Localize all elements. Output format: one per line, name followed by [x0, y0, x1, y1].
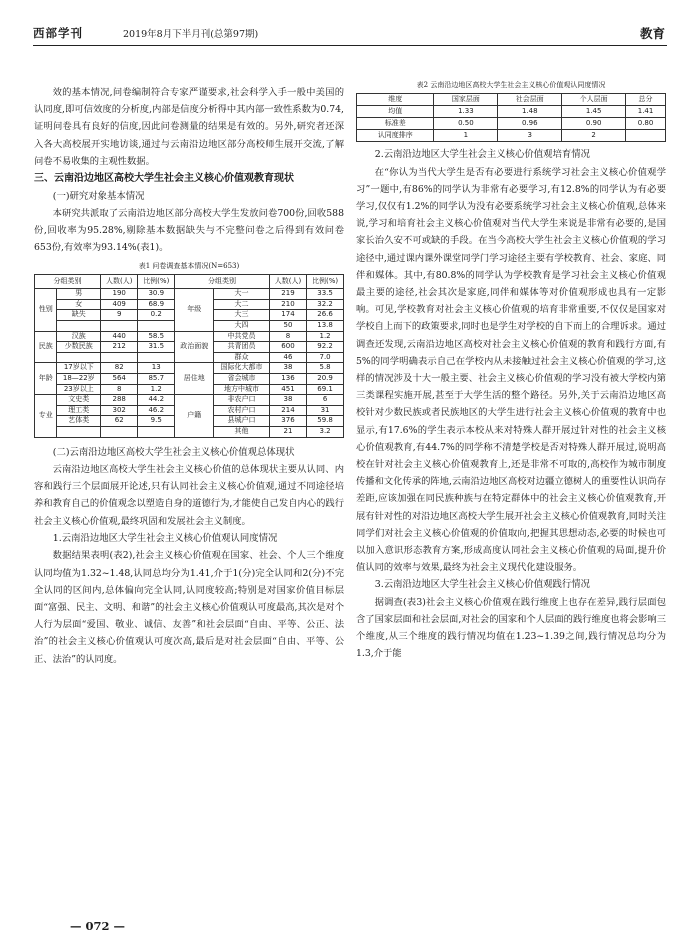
table-cell: 82: [101, 363, 138, 374]
table-cell: 年龄: [35, 363, 57, 395]
table1: [34, 274, 344, 438]
table-cell: 8: [101, 384, 138, 395]
table-cell: 大二: [214, 299, 270, 310]
table-cell: 5.8: [307, 363, 344, 374]
table-cell: 大一: [214, 289, 270, 300]
page-header: [33, 20, 667, 46]
table-cell: 68.9: [138, 299, 175, 310]
table-header-cell: 总分: [626, 94, 666, 106]
table-cell: 非农户口: [214, 395, 270, 406]
table-cell: 大三: [214, 310, 270, 321]
table-cell: [101, 426, 138, 437]
issue-info: 2019年8月下半月刊(总第97期): [123, 29, 259, 40]
table-row: [357, 118, 666, 130]
table-cell: 地方中城市: [214, 384, 270, 395]
table-cell: 18—22岁: [57, 373, 101, 384]
table-cell: 214: [269, 405, 306, 416]
paragraph: 据调查(表3)社会主义核心价值观在践行维度上也存在差异,践行层面包含了国家层面和社会层面,对社会的国家和个人层面的践行维度也将会影响三个维度,从三个维度的践行情况均值在1.23~1.39之间,践行情况总均分为1.3,介于能: [356, 596, 666, 660]
table-cell: 中共党员: [214, 331, 270, 342]
table-cell: 性别: [35, 289, 57, 331]
table-cell: [101, 321, 138, 332]
table2-body: [357, 106, 666, 142]
table-cell: 210: [269, 299, 306, 310]
table-header-row: [35, 274, 344, 289]
table-cell: 户籍: [175, 395, 214, 437]
table-cell: [57, 321, 101, 332]
table-cell: 58.5: [138, 331, 175, 342]
section-heading: 三、云南沿边地区高校大学生社会主义核心价值观教育现状: [34, 173, 294, 185]
table-cell: 1.33: [434, 106, 498, 118]
table-header-cell: 比例(%): [138, 274, 175, 289]
table-cell: 38: [269, 363, 306, 374]
table-cell: 群众: [214, 352, 270, 363]
table-cell: [101, 352, 138, 363]
table-cell: [626, 130, 666, 142]
left-column: [34, 84, 344, 668]
table-row: [357, 106, 666, 118]
table-cell: 其他: [214, 426, 270, 437]
table-cell: 9: [101, 310, 138, 321]
table-cell: 8: [269, 331, 306, 342]
table-cell: 均值: [357, 106, 434, 118]
table-cell: 标准差: [357, 118, 434, 130]
table-cell: 年级: [175, 289, 214, 331]
table-header-cell: 国家层面: [434, 94, 498, 106]
table-cell: 288: [101, 395, 138, 406]
table-cell: 9.5: [138, 416, 175, 427]
table-cell: 大四: [214, 321, 270, 332]
table-cell: 1.2: [138, 384, 175, 395]
table-header-cell: 人数(人): [269, 274, 306, 289]
page-number: — 072 —: [70, 919, 126, 933]
table-cell: 理工类: [57, 405, 101, 416]
table-cell: 男: [57, 289, 101, 300]
paragraph: 数据结果表明(表2),社会主义核心价值观在国家、社会、个人三个维度认同均值为1.32~1.48,认同总均分为1.41,介于1(分)完全认同和2(分)不完全认同的区间内,总体偏向完全认同,认同度较高;特别是对国家价值目标层面“富强、民主、文明、和谐”的社会主义核心价值观认可度最高,其次是对个人行为层面“爱国、敬业、诚信、友善”和社会层面“自由、平等、公正、法治”的社会主义核心价值观认可度次高,最后是对社会层面“自由、平等、公正、法治”的认同度。: [34, 550, 344, 665]
table-cell: 3.2: [307, 426, 344, 437]
table-cell: 17岁以下: [57, 363, 101, 374]
table-cell: 1.48: [498, 106, 562, 118]
table-cell: [57, 352, 101, 363]
subsection-heading: 1.云南沿边地区大学生社会主义核心价值观认同度情况: [52, 532, 278, 544]
table-cell: 212: [101, 342, 138, 353]
table-cell: 0.90: [562, 118, 626, 130]
table-cell: 440: [101, 331, 138, 342]
table-cell: 564: [101, 373, 138, 384]
table-row: [35, 395, 344, 406]
table-cell: 0.96: [498, 118, 562, 130]
table-cell: 46: [269, 352, 306, 363]
table-cell: 62: [101, 416, 138, 427]
table-cell: 59.8: [307, 416, 344, 427]
table-cell: 共青团员: [214, 342, 270, 353]
table2-caption: 表2 云南沿边地区高校大学生社会主义核心价值观认同度情况: [416, 81, 606, 89]
table-cell: [138, 426, 175, 437]
table-cell: 民族: [35, 331, 57, 363]
table-cell: 30.9: [138, 289, 175, 300]
table-cell: 13.8: [307, 321, 344, 332]
table-row: [35, 289, 344, 300]
table-cell: 缺失: [57, 310, 101, 321]
table-cell: 85.7: [138, 373, 175, 384]
table-cell: 少数民族: [57, 342, 101, 353]
table-cell: 69.1: [307, 384, 344, 395]
table-cell: 600: [269, 342, 306, 353]
journal-name: 西部学刊: [33, 26, 83, 40]
table-header-cell: 分组类别: [175, 274, 270, 289]
table-cell: [138, 321, 175, 332]
table-cell: 女: [57, 299, 101, 310]
table-cell: 13: [138, 363, 175, 374]
table-cell: 1.45: [562, 106, 626, 118]
table-header-cell: 社会层面: [498, 94, 562, 106]
table-cell: 50: [269, 321, 306, 332]
table-cell: 居住地: [175, 363, 214, 395]
table-cell: 136: [269, 373, 306, 384]
header-rule: [33, 45, 667, 46]
paragraph: 本研究共派取了云南沿边地区部分高校大学生发放问卷700份,回收588份,回收率为95.28%,剔除基本数据缺失与不完整问卷之后得到有效问卷653份,有效率为93.14%(表1)。: [34, 208, 344, 254]
table-cell: 汉族: [57, 331, 101, 342]
table-cell: 政治面貌: [175, 331, 214, 363]
table-cell: 0.80: [626, 118, 666, 130]
right-column: [356, 76, 666, 663]
table2: [356, 93, 666, 142]
subsection-heading: 3.云南沿边地区大学生社会主义核心价值观践行情况: [374, 579, 590, 591]
table-row: [35, 363, 344, 374]
table-cell: 艺体类: [57, 416, 101, 427]
table-cell: [57, 426, 101, 437]
paragraph: 云南沿边地区高校大学生社会主义核心价值的总体现状主要从认同、内容和践行三个层面展开论述,只有认同社会主义核心价值观,通过不同途径培养和教育自己的价值观念以塑造自身的道德行为,才能使自己发自内心的践行社会主义核心价值观,最终巩固和发展社会主义制度。: [34, 464, 344, 527]
table-cell: 376: [269, 416, 306, 427]
table-cell: 国际化大都市: [214, 363, 270, 374]
table-cell: 31.5: [138, 342, 175, 353]
table-cell: 38: [269, 395, 306, 406]
table1-caption: 表1 问卷调查基本情况(N=653): [138, 261, 240, 270]
table-cell: 302: [101, 405, 138, 416]
table-header-cell: 分组类别: [35, 274, 101, 289]
table-cell: 1: [434, 130, 498, 142]
table-cell: 1.41: [626, 106, 666, 118]
table-cell: 21: [269, 426, 306, 437]
table-cell: 专业: [35, 395, 57, 437]
table-cell: 46.2: [138, 405, 175, 416]
table-header-cell: 个人层面: [562, 94, 626, 106]
table-cell: 县城户口: [214, 416, 270, 427]
paragraph: 在“你认为当代大学生是否有必要进行系统学习社会主义核心价值观学习”一题中,有86%的同学认为非常有必要学习,有12.8%的同学认为有必要学习,仅仅有1.2%的同学认为没有必要系统学习社会主义核心价值观,总体来说,学习和培育社会主义核心价值观对当代大学生来说是非常有必要的,是国家长治久安不可或缺的手段。在当今高校大学生社会主义核心价值观的学习途径中,通过课内课外课堂同学门学习途径主要有学校教育、社会、家庭、同伴和媒体。其中,有80.8%的同学认为学校教育是学习社会主义核心价值观最主要的途径,社会其次是家庭,同伴和媒体等对价值观形成也具有一定影响。可见,学校教育对社会主义核心价值观的培育非常重要,不仅仅是国家对学校自上而下的政策要求,同时也是学生对学校的自下而上的合理诉求。通过调查还发现,云南沿边地区高校对社会主义核心价值观的教育和践行方面,有5%的同学明确表示自己在学校内从未接触过社会主义核心价值观的学习,这样的情况涉及十大一般主要、社会主义核心价值观的学习没有被大学校内第三类课程实施开展,甚至于大学生活的整个路径。另外,关于云南沿边地区高校针对少数民族或者民族地区的大学生进行社会主义核心价值观的教育中也显示,有17.6%的学生表示本校从来对特殊人群开展过针对性的社会主义核心价值观教育,有44.7%的同学称不清楚学校是否对特殊人群开展过,说明高校在针对社会主义核心价值观教育上,还是非常不可取的,高校作为城市制度传播和文化传承的阵地,云南沿边地区高校对边疆立德树人的重要性认识尚存差距,应该加强在同民族种族与在特定群体中的社会主义核心价值观教育,开展有针对性的对沿边地区高校大学生展开社会主义核心价值观教育,同时关注同学们对社会主义核心价值观的价值取向,把握其思想动态,必要的时候也可以加入意识形态教育方案,形成高度认同社会主义核心价值观的局面,提升价值认同的效率与效果,最终为社会主义现代化建设服务。: [356, 166, 666, 574]
table-cell: [138, 352, 175, 363]
table-cell: 6: [307, 395, 344, 406]
section-name: 教育: [639, 26, 665, 41]
table-cell: 409: [101, 299, 138, 310]
table-header-cell: 人数(人): [101, 274, 138, 289]
table-cell: 文史类: [57, 395, 101, 406]
table-row: [35, 331, 344, 342]
table-cell: 农村户口: [214, 405, 270, 416]
table-row: [357, 130, 666, 142]
table-cell: 0.2: [138, 310, 175, 321]
table-cell: 33.5: [307, 289, 344, 300]
table-cell: 3: [498, 130, 562, 142]
paragraph: 效的基本情况,问卷编制符合专家严谨要求,社会科学入手一般中美国的认同度,即可信效度的分析度,内部是信度分析得中其内部一致性系数为0.74,证明问卷具有良好的信度,因此问卷测量的结果是有效的。另外,研究者还深入各大高校展开实地访谈,通过与云南沿边地区部分高校师生展开交流,了解问卷不易收集的主观性数据。: [34, 87, 344, 167]
table-cell: 44.2: [138, 395, 175, 406]
table-cell: 7.0: [307, 352, 344, 363]
subsection-heading: (一)研究对象基本情况: [52, 190, 145, 202]
table-cell: 26.6: [307, 310, 344, 321]
table-header-cell: 比例(%): [307, 274, 344, 289]
subsection-heading: (二)云南沿边地区高校大学生社会主义核心价值观总体现状: [52, 446, 295, 458]
table-cell: 0.50: [434, 118, 498, 130]
table-cell: 认同度排序: [357, 130, 434, 142]
table-cell: 1.2: [307, 331, 344, 342]
table-header-cell: 维度: [357, 94, 434, 106]
table-cell: 451: [269, 384, 306, 395]
table-cell: 31: [307, 405, 344, 416]
table-cell: 190: [101, 289, 138, 300]
table-cell: 20.9: [307, 373, 344, 384]
table-cell: 2: [562, 130, 626, 142]
table-cell: 174: [269, 310, 306, 321]
table-cell: 92.2: [307, 342, 344, 353]
table1-body: [35, 289, 344, 437]
table-cell: 32.2: [307, 299, 344, 310]
table-cell: 219: [269, 289, 306, 300]
table-cell: 省会城市: [214, 373, 270, 384]
subsection-heading: 2.云南沿边地区大学生社会主义核心价值观培育情况: [374, 149, 590, 160]
table-header-row: [357, 94, 666, 106]
table-cell: 23岁以上: [57, 384, 101, 395]
